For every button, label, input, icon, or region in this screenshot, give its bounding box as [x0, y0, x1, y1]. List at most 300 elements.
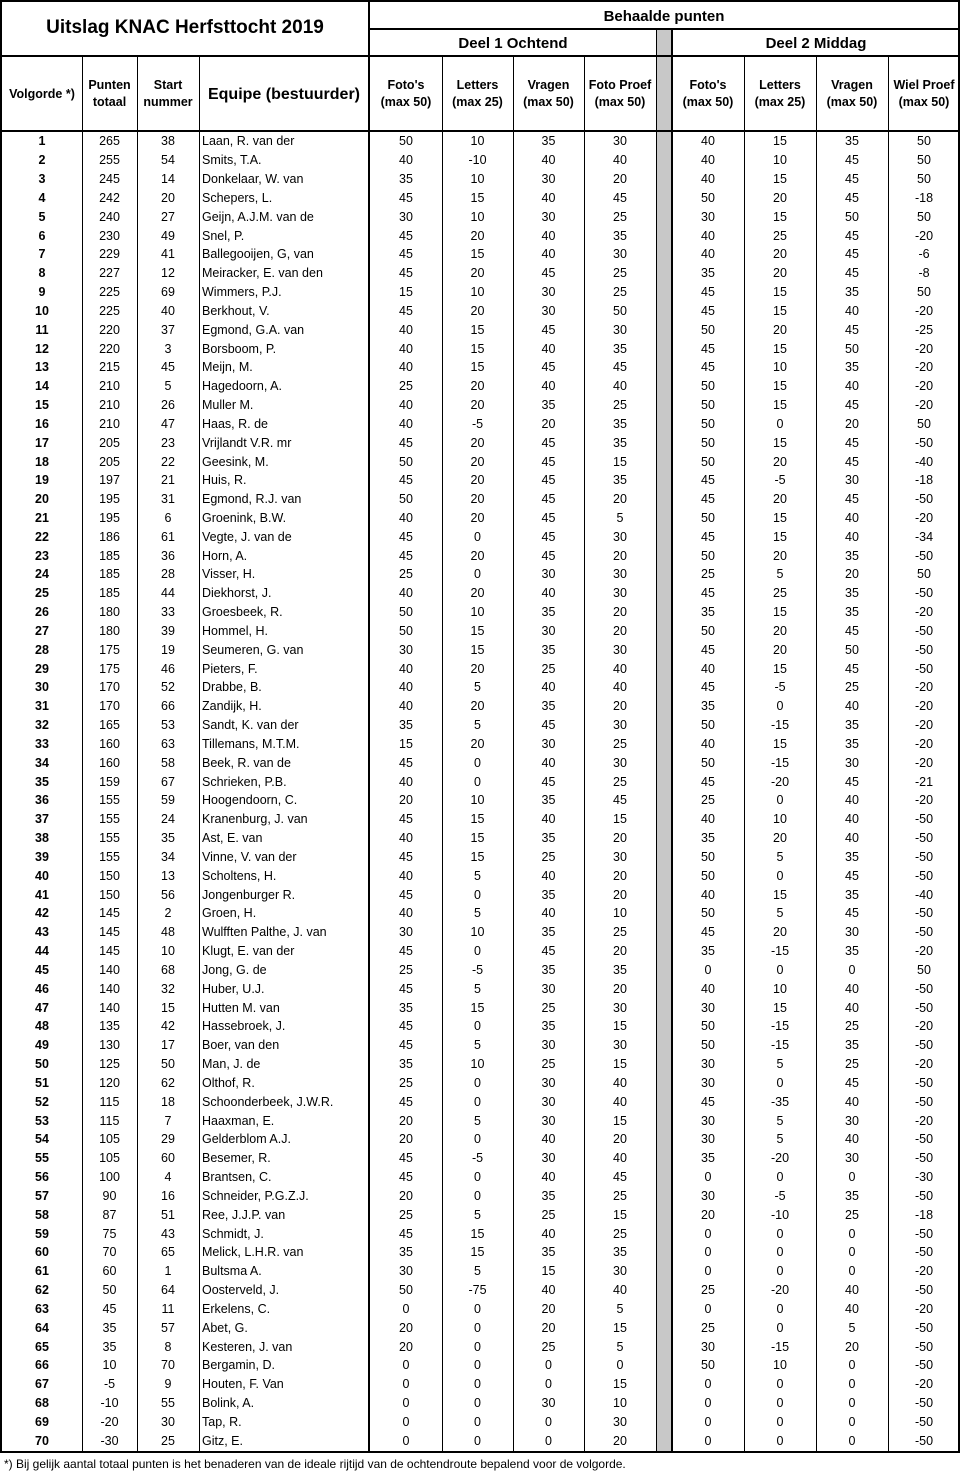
cell-p2-vragen: 40 [845, 1000, 859, 1015]
cell-p2-wielproef: -50 [914, 1094, 934, 1109]
cell-p1-fotoproef: 20 [613, 981, 627, 996]
cell-p1-fotoproef: 30 [613, 134, 627, 149]
cell-punten: 220 [99, 322, 120, 337]
cell-p1-fotos: 35 [399, 1000, 413, 1015]
cell-start: 64 [161, 1283, 175, 1298]
cell-p2-letters: 10 [773, 981, 787, 996]
cell-p1-fotos: 40 [399, 398, 413, 412]
cell-volgorde: 4 [38, 190, 46, 205]
cell-p2-wielproef: -20 [914, 793, 934, 808]
cell-punten: 185 [99, 548, 120, 563]
cell-equipe: Haas, R. de [202, 416, 269, 431]
cell-p2-letters: 20 [773, 266, 787, 281]
cell-punten: 160 [99, 755, 120, 770]
cell-p1-fotoproef: 45 [613, 190, 627, 205]
cell-p1-letters: 15 [470, 623, 485, 638]
cell-p1-letters: 0 [474, 1433, 481, 1448]
cell-p2-wielproef: -50 [914, 1075, 934, 1090]
cell-p2-letters: -15 [770, 1019, 790, 1034]
cell-p2-vragen: 45 [845, 435, 859, 450]
cell-p2-fotos: 30 [701, 1132, 715, 1147]
cell-p1-fotoproef: 30 [613, 849, 627, 864]
cell-p1-letters: 10 [470, 925, 485, 940]
cell-p2-vragen: 45 [845, 492, 859, 507]
cell-p2-wielproef: -50 [914, 586, 934, 601]
cell-p2-vragen: 50 [845, 642, 859, 657]
cell-punten: 225 [99, 285, 120, 300]
cell-equipe: Groen, H. [202, 906, 257, 921]
cell-p1-fotos: 15 [399, 285, 413, 300]
cell-start: 17 [161, 1038, 175, 1053]
cell-p1-fotos: 50 [399, 623, 413, 638]
cell-p2-wielproef: 50 [917, 172, 931, 187]
cell-p2-fotos: 0 [704, 1414, 712, 1429]
cell-p2-letters: 0 [776, 1170, 784, 1185]
cell-p1-fotoproef: 20 [613, 623, 627, 638]
cell-equipe: Wulfften Palthe, J. van [202, 925, 327, 940]
cell-p2-fotos: 35 [701, 266, 715, 281]
cell-p1-letters: -5 [471, 416, 484, 431]
cell-equipe: Schneider, P.G.Z.J. [202, 1188, 309, 1203]
grid-line [0, 0, 2, 1453]
cell-volgorde: 60 [35, 1245, 49, 1260]
cell-p2-fotos: 0 [704, 1170, 712, 1185]
cell-equipe: Hommel, H. [202, 623, 268, 638]
cell-p1-letters: 20 [470, 473, 485, 488]
cell-start: 12 [161, 266, 175, 281]
cell-p1-vragen: 30 [541, 1038, 556, 1053]
cell-volgorde: 47 [35, 1000, 49, 1015]
cell-p1-fotoproef: 30 [613, 322, 627, 337]
cell-p1-letters: 10 [470, 605, 485, 620]
cell-equipe: Houten, F. Van [202, 1377, 284, 1392]
col-header-punten-line2: totaal [92, 95, 127, 109]
cell-start: 41 [161, 247, 175, 262]
cell-p1-fotos: 45 [399, 529, 413, 544]
cell-p1-letters: 0 [474, 1301, 481, 1316]
cell-punten: 159 [99, 774, 120, 789]
cell-p2-wielproef: -50 [914, 661, 934, 676]
cell-p1-fotoproef: 20 [613, 887, 627, 902]
cell-punten: 186 [99, 529, 120, 544]
cell-equipe: Klugt, E. van der [202, 944, 295, 959]
cell-p1-fotos: 40 [399, 699, 413, 714]
cell-p2-vragen: 45 [845, 172, 859, 187]
cell-p2-fotos: 50 [701, 906, 715, 921]
cell-p2-fotos: 40 [701, 812, 715, 827]
cell-punten: 75 [102, 1226, 117, 1241]
cell-p1-letters: 5 [474, 906, 481, 921]
cell-punten: 60 [102, 1264, 117, 1279]
cell-p2-letters: -5 [774, 1188, 786, 1203]
cell-p2-letters: 15 [773, 1000, 787, 1015]
cell-p2-letters: 15 [773, 605, 787, 620]
cell-p1-fotoproef: 15 [613, 1320, 627, 1335]
cell-p1-letters: 20 [470, 379, 485, 394]
cell-start: 5 [164, 379, 172, 394]
cell-p1-fotoproef: 25 [613, 398, 627, 412]
col-header-p2-col-2 [816, 58, 888, 130]
cell-equipe: Pieters, F. [202, 661, 258, 676]
cell-start: 1 [164, 1264, 172, 1279]
cell-p1-letters: 20 [470, 510, 485, 525]
cell-p1-letters: 5 [474, 1038, 481, 1053]
cell-volgorde: 22 [35, 529, 49, 544]
cell-p2-wielproef: -50 [914, 925, 934, 940]
cell-p1-fotoproef: 40 [613, 1151, 627, 1166]
cell-p2-fotos: 40 [701, 228, 715, 243]
cell-equipe: Man, J. de [202, 1057, 261, 1072]
cell-punten: 105 [99, 1132, 120, 1147]
cell-p1-letters: 20 [470, 435, 485, 450]
cell-p1-fotos: 45 [399, 266, 413, 281]
cell-volgorde: 40 [35, 868, 49, 883]
cell-p1-fotoproef: 35 [613, 1245, 627, 1260]
cell-p1-fotoproef: 35 [613, 473, 627, 488]
cell-p1-fotoproef: 50 [613, 303, 627, 318]
cell-punten: 229 [99, 247, 120, 262]
cell-start: 8 [164, 1339, 172, 1354]
cell-p1-fotoproef: 5 [616, 1339, 624, 1354]
cell-p2-letters: 15 [773, 435, 787, 450]
cell-volgorde: 37 [35, 812, 49, 827]
cell-p1-fotos: 45 [399, 1151, 413, 1166]
cell-equipe: Beek, R. van de [202, 755, 291, 770]
cell-p1-fotos: 45 [399, 1094, 413, 1109]
cell-p2-fotos: 0 [704, 1433, 712, 1448]
cell-volgorde: 50 [35, 1057, 49, 1072]
cell-p2-letters: 10 [773, 1358, 787, 1373]
cell-equipe: Hutten M. van [202, 1000, 280, 1015]
cell-punten: 195 [99, 510, 120, 525]
cell-p1-fotos: 40 [399, 360, 413, 375]
cell-p2-letters: 0 [776, 699, 784, 714]
cell-p1-fotoproef: 10 [613, 1396, 627, 1410]
cell-volgorde: 9 [38, 285, 46, 300]
cell-p1-fotos: 30 [399, 209, 413, 224]
cell-p1-fotos: 40 [399, 341, 413, 356]
grid-line [671, 28, 673, 1451]
cell-p2-wielproef: -25 [914, 322, 934, 337]
cell-volgorde: 10 [35, 303, 49, 318]
cell-punten: 105 [99, 1151, 120, 1166]
cell-punten: 210 [99, 398, 120, 412]
cell-p1-vragen: 35 [541, 793, 556, 808]
cell-p1-letters: 0 [474, 887, 481, 902]
group-header-behaalde-punten: Behaalde punten [603, 7, 725, 25]
cell-equipe: Berkhout, V. [202, 303, 270, 318]
cell-p2-fotos: 50 [701, 623, 715, 638]
cell-start: 70 [161, 1358, 175, 1373]
cell-start: 65 [161, 1245, 175, 1260]
cell-equipe: Geijn, A.J.M. van de [202, 209, 314, 224]
cell-p1-vragen: 40 [541, 755, 556, 770]
cell-start: 55 [161, 1396, 175, 1410]
col-header-p2-col-1 [744, 58, 816, 130]
cell-p1-vragen: 25 [541, 849, 556, 864]
cell-p2-fotos: 0 [704, 1264, 712, 1279]
cell-p2-vragen: 40 [845, 1094, 859, 1109]
cell-p2-wielproef: -18 [914, 190, 934, 205]
cell-volgorde: 15 [35, 398, 49, 412]
cell-start: 40 [161, 303, 175, 318]
cell-p2-letters: 15 [773, 172, 787, 187]
cell-p2-vragen: 25 [845, 1019, 859, 1034]
cell-start: 52 [161, 680, 175, 695]
cell-p2-wielproef: -20 [914, 379, 934, 394]
grid-line [513, 57, 514, 1451]
cell-p1-fotos: 40 [399, 153, 413, 168]
cell-volgorde: 66 [35, 1358, 49, 1373]
cell-p1-fotoproef: 15 [613, 1019, 627, 1034]
cell-volgorde: 32 [35, 718, 49, 733]
cell-punten: 215 [99, 360, 120, 375]
cell-p1-vragen: 20 [541, 1320, 556, 1335]
cell-equipe: Ree, J.J.P. van [202, 1207, 286, 1222]
cell-equipe: Abet, G. [202, 1320, 248, 1335]
cell-p1-fotoproef: 20 [613, 172, 627, 187]
cell-punten: 140 [99, 1000, 120, 1015]
cell-volgorde: 59 [35, 1226, 49, 1241]
cell-punten: 10 [102, 1358, 117, 1373]
cell-p2-wielproef: -50 [914, 1358, 934, 1373]
cell-p2-fotos: 0 [704, 1245, 712, 1260]
cell-volgorde: 67 [35, 1377, 49, 1392]
cell-p2-vragen: 45 [845, 153, 859, 168]
cell-p1-letters: 15 [470, 190, 485, 205]
cell-punten: 155 [99, 831, 120, 846]
cell-p1-letters: 0 [474, 944, 481, 959]
cell-start: 23 [161, 435, 175, 450]
cell-equipe: Olthof, R. [202, 1075, 255, 1090]
cell-p2-fotos: 40 [701, 153, 715, 168]
cell-p1-vragen: 0 [545, 1414, 552, 1429]
cell-p2-wielproef: 50 [917, 134, 931, 149]
cell-p1-fotoproef: 40 [613, 153, 627, 168]
cell-volgorde: 2 [38, 153, 46, 168]
cell-p1-vragen: 45 [541, 360, 556, 375]
cell-p1-fotoproef: 30 [613, 529, 627, 544]
cell-p2-wielproef: 50 [917, 416, 931, 431]
cell-p1-fotoproef: 30 [613, 586, 627, 601]
cell-p2-fotos: 0 [704, 1226, 712, 1241]
cell-p2-wielproef: -20 [914, 736, 934, 751]
cell-p2-vragen: 30 [845, 1151, 859, 1166]
cell-p2-letters: -15 [770, 1339, 790, 1354]
cell-punten: 35 [102, 1339, 117, 1354]
cell-p1-letters: 0 [474, 1377, 481, 1392]
cell-p1-letters: 15 [470, 812, 485, 827]
cell-volgorde: 45 [35, 962, 49, 977]
cell-p1-vragen: 40 [541, 247, 556, 262]
cell-equipe: Ballegooijen, G, van [202, 247, 314, 262]
cell-p2-letters: 15 [773, 209, 787, 224]
cell-p2-letters: -15 [770, 718, 790, 733]
cell-punten: 240 [99, 209, 120, 224]
cell-punten: 180 [99, 605, 120, 620]
col-header-p1-col-3-line2: (max 50) [594, 95, 646, 109]
cell-p2-letters: 15 [773, 379, 787, 394]
cell-start: 25 [161, 1433, 175, 1448]
cell-p2-fotos: 30 [701, 1113, 715, 1128]
cell-start: 2 [164, 906, 172, 921]
cell-p1-vragen: 40 [541, 1132, 556, 1147]
cell-volgorde: 68 [35, 1396, 49, 1410]
cell-p1-fotos: 45 [399, 755, 413, 770]
cell-start: 66 [161, 699, 175, 714]
cell-p1-fotoproef: 25 [613, 1188, 627, 1203]
cell-start: 36 [161, 548, 175, 563]
col-header-equipe: Equipe (bestuurder) [207, 85, 360, 103]
cell-p1-vragen: 40 [541, 1170, 556, 1185]
cell-p2-fotos: 35 [701, 831, 715, 846]
cell-equipe: Huis, R. [202, 473, 247, 488]
col-header-start [137, 58, 199, 130]
cell-p1-fotos: 45 [399, 887, 413, 902]
cell-p1-fotos: 40 [399, 661, 413, 676]
cell-punten: 165 [99, 718, 120, 733]
cell-p2-fotos: 30 [701, 1000, 715, 1015]
cell-p2-letters: 0 [776, 416, 784, 431]
cell-volgorde: 36 [35, 793, 49, 808]
cell-equipe: Hagedoorn, A. [202, 379, 282, 394]
cell-p2-vragen: 45 [845, 661, 859, 676]
cell-p1-vragen: 45 [541, 944, 556, 959]
cell-p2-letters: 5 [776, 567, 784, 582]
cell-p1-letters: 15 [470, 1245, 485, 1260]
cell-p1-letters: 0 [474, 1019, 481, 1034]
cell-p1-fotoproef: 25 [613, 285, 627, 300]
cell-p2-wielproef: -20 [914, 1113, 934, 1128]
grid-line [199, 57, 200, 1451]
cell-p1-vragen: 30 [541, 209, 556, 224]
cell-punten: 185 [99, 567, 120, 582]
cell-punten: 220 [99, 341, 120, 356]
cell-punten: 255 [99, 153, 120, 168]
cell-equipe: Tap, R. [202, 1414, 242, 1429]
cell-p2-fotos: 45 [701, 473, 715, 488]
cell-punten: -30 [100, 1433, 119, 1448]
cell-p1-letters: 10 [470, 1057, 485, 1072]
cell-p2-letters: 5 [776, 849, 784, 864]
cell-p2-letters: 15 [773, 134, 787, 149]
cell-punten: 145 [99, 944, 120, 959]
cell-p2-fotos: 50 [701, 322, 715, 337]
cell-p1-fotoproef: 35 [613, 341, 627, 356]
cell-volgorde: 25 [35, 586, 49, 601]
cell-p1-letters: 0 [474, 1132, 481, 1147]
cell-p2-fotos: 0 [704, 1301, 712, 1316]
cell-volgorde: 55 [35, 1151, 49, 1166]
col-header-p1-col-1 [442, 58, 513, 130]
cell-p1-fotoproef: 40 [613, 1094, 627, 1109]
cell-p1-fotos: 45 [399, 1170, 413, 1185]
cell-p1-fotos: 40 [399, 831, 413, 846]
cell-equipe: Erkelens, C. [202, 1301, 271, 1316]
cell-p2-wielproef: -50 [914, 1226, 934, 1241]
cell-p1-vragen: 30 [541, 1396, 556, 1410]
cell-p2-wielproef: -50 [914, 1396, 934, 1410]
cell-p2-fotos: 50 [701, 849, 715, 864]
cell-p2-fotos: 40 [701, 661, 715, 676]
cell-punten: 140 [99, 962, 120, 977]
cell-p2-letters: 15 [773, 510, 787, 525]
cell-p1-vragen: 25 [541, 1207, 556, 1222]
cell-p2-wielproef: 50 [917, 209, 931, 224]
cell-p1-fotos: 20 [399, 1113, 413, 1128]
cell-p2-wielproef: -50 [914, 1339, 934, 1354]
cell-p2-letters: 5 [776, 906, 784, 921]
grid-line [584, 57, 585, 1451]
cell-p2-vragen: 35 [845, 1038, 859, 1053]
col-header-start-line1: Start [153, 78, 183, 92]
cell-p2-wielproef: -20 [914, 680, 934, 695]
cell-punten: -5 [103, 1377, 116, 1392]
cell-volgorde: 41 [35, 887, 49, 902]
cell-p1-vragen: 35 [541, 887, 556, 902]
cell-p2-fotos: 25 [701, 567, 715, 582]
cell-p1-fotos: 25 [399, 1075, 413, 1090]
cell-p2-wielproef: -20 [914, 944, 934, 959]
cell-equipe: Bergamin, D. [202, 1358, 275, 1373]
cell-p2-fotos: 45 [701, 529, 715, 544]
cell-p2-letters: 0 [776, 1377, 784, 1392]
cell-equipe: Schmidt, J. [202, 1226, 264, 1241]
cell-equipe: Scholtens, H. [202, 868, 277, 883]
cell-volgorde: 35 [35, 774, 49, 789]
cell-start: 29 [161, 1132, 175, 1147]
cell-punten: 100 [99, 1170, 120, 1185]
cell-p2-fotos: 35 [701, 944, 715, 959]
cell-p2-wielproef: -8 [918, 266, 930, 281]
cell-p1-vragen: 35 [541, 642, 556, 657]
cell-p2-wielproef: -20 [914, 360, 934, 375]
cell-p2-vragen: 45 [845, 623, 859, 638]
cell-p2-wielproef: -50 [914, 1000, 934, 1015]
cell-volgorde: 34 [35, 755, 49, 770]
cell-p2-letters: 0 [776, 1414, 784, 1429]
cell-punten: 130 [99, 1038, 120, 1053]
cell-p2-wielproef: -20 [914, 718, 934, 733]
cell-start: 27 [161, 209, 175, 224]
cell-equipe: Meijn, M. [202, 360, 253, 375]
cell-p1-letters: 15 [470, 1000, 485, 1015]
cell-p2-vragen: 35 [845, 736, 859, 751]
cell-p2-vragen: 0 [848, 1170, 856, 1185]
cell-p1-fotos: 0 [402, 1358, 410, 1373]
cell-p2-fotos: 45 [701, 492, 715, 507]
cell-p2-wielproef: -20 [914, 510, 934, 525]
cell-start: 26 [161, 398, 175, 412]
cell-start: 35 [161, 831, 175, 846]
cell-p1-fotos: 40 [399, 680, 413, 695]
col-header-punten-line1: Punten [88, 78, 131, 92]
cell-start: 6 [164, 510, 172, 525]
cell-punten: -10 [100, 1396, 119, 1410]
cell-p1-letters: 0 [474, 1170, 481, 1185]
cell-punten: 210 [99, 379, 120, 394]
cell-volgorde: 14 [35, 379, 49, 394]
cell-p1-fotoproef: 30 [613, 567, 627, 582]
cell-p1-fotoproef: 45 [613, 360, 627, 375]
cell-start: 37 [161, 322, 175, 337]
cell-p1-fotoproef: 25 [613, 209, 627, 224]
cell-p2-fotos: 25 [701, 793, 715, 808]
cell-start: 50 [161, 1057, 175, 1072]
cell-punten: 242 [99, 190, 120, 205]
cell-p1-fotos: 45 [399, 1038, 413, 1053]
cell-p1-fotoproef: 20 [613, 1132, 627, 1147]
